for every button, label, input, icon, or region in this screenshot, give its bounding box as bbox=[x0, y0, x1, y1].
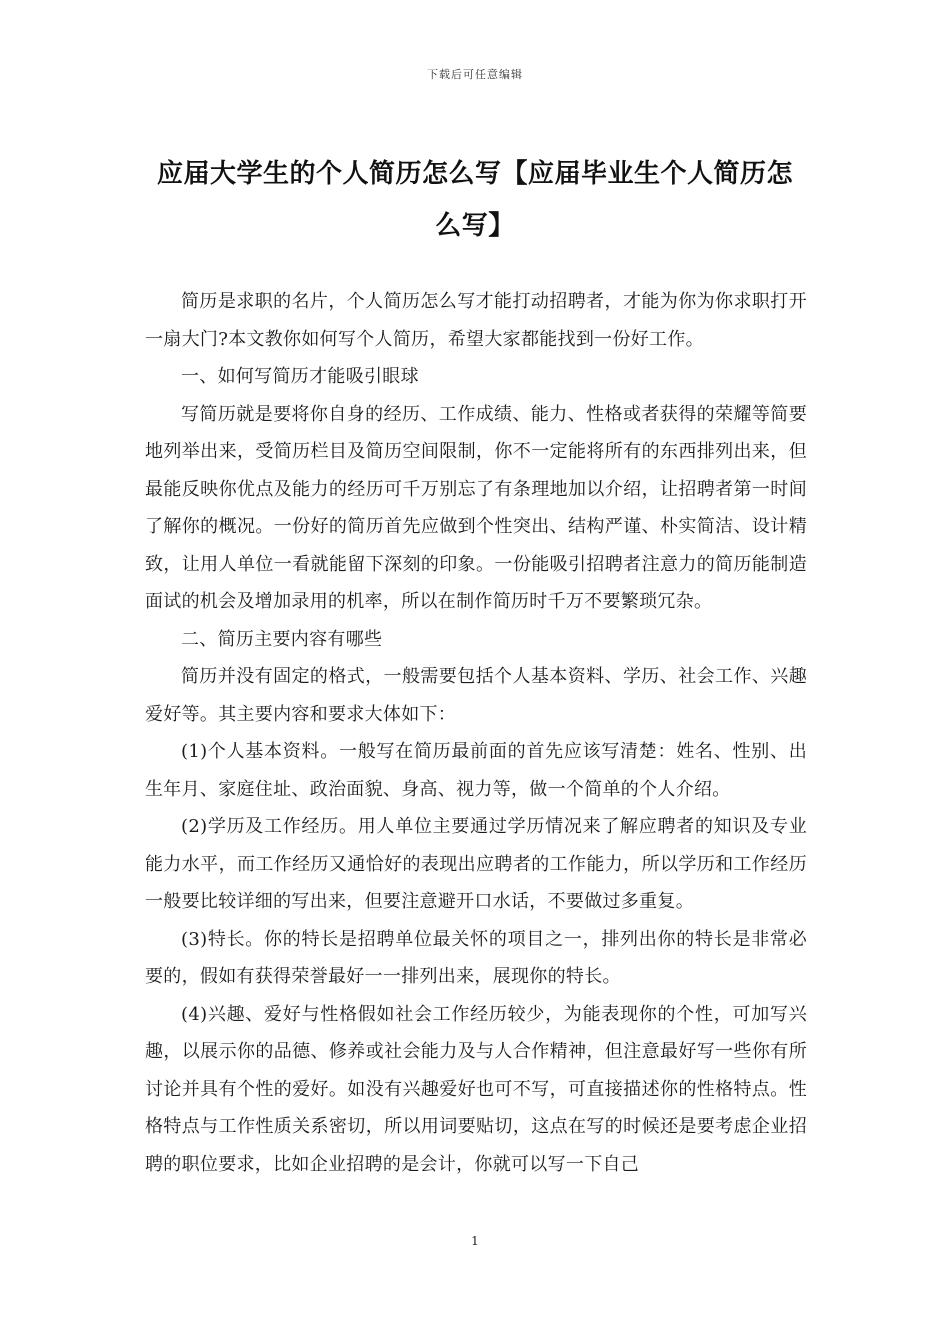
list-item-education: (2)学历及工作经历。用人单位主要通过学历情况来了解应聘者的知识及专业能力水平，而工作经历又通恰好的表现出应聘者的工作能力，所以学历和工作经历一般要比较详细的写出来，但要注意避开口水话，不要做过多重复。 bbox=[145, 816, 807, 912]
paragraph-section-1: 写简历就是要将你自身的经历、工作成绩、能力、性格或者获得的荣耀等简要地列举出来，受简历栏目及简历空间限制，你不一定能将所有的东西排列出来，但最能反映你优点及能力的经历可千万别忘了有条理地加以介绍，让招聘者第一时间了解你的概况。一份好的简历首先应做到个性突出、结构严谨、朴实简洁、设计精致，让用人单位一看就能留下深刻的印象。一份能吸引招聘者注意力的简历能制造面试的机会及增加录用的机率，所以在制作简历时千万不要繁琐冗杂。 bbox=[145, 403, 807, 612]
list-item-basic-info: (1)个人基本资料。一般写在简历最前面的首先应该写清楚：姓名、性别、出生年月、家庭住址、政治面貌、身高、视力等，做一个简单的个人介绍。 bbox=[145, 741, 807, 800]
document-body bbox=[145, 283, 807, 1183]
section-heading-1: 一、如何写简历才能吸引眼球 bbox=[181, 366, 419, 387]
document-title: 应届大学生的个人简历怎么写【应届毕业生个人简历怎么写】 bbox=[156, 159, 793, 241]
header-note: 下载后可任意编辑 bbox=[427, 68, 523, 81]
paragraph-intro: 简历是求职的名片，个人简历怎么写才能打动招聘者，才能为你为你求职打开一扇大门?本文教你如何写个人简历，希望大家都能找到一份好工作。 bbox=[145, 291, 807, 350]
page-number: 1 bbox=[471, 1234, 479, 1248]
paragraph-section-2: 简历并没有固定的格式，一般需要包括个人基本资料、学历、社会工作、兴趣爱好等。其主要内容和要求大体如下： bbox=[145, 666, 807, 725]
section-heading-2: 二、简历主要内容有哪些 bbox=[181, 628, 383, 650]
list-item-specialty: (3)特长。你的特长是招聘单位最关怀的项目之一，排列出你的特长是非常必要的，假如有获得荣誉最好一一排列出来，展现你的特长。 bbox=[145, 928, 807, 987]
list-item-interests: (4)兴趣、爱好与性格假如社会工作经历较少，为能表现你的个性，可加写兴趣，以展示你的品德、修养或社会能力及与人合作精神，但注意最好写一些你有所讨论并具有个性的爱好。如没有兴趣爱好也可不写，可直接描述你的性格特点。性格特点与工作性质关系密切，所以用词要贴切，这点在写的时候还是要考虑企业招聘的职位要求，比如企业招聘的是会计，你就可以写一下自己 bbox=[145, 1003, 807, 1175]
